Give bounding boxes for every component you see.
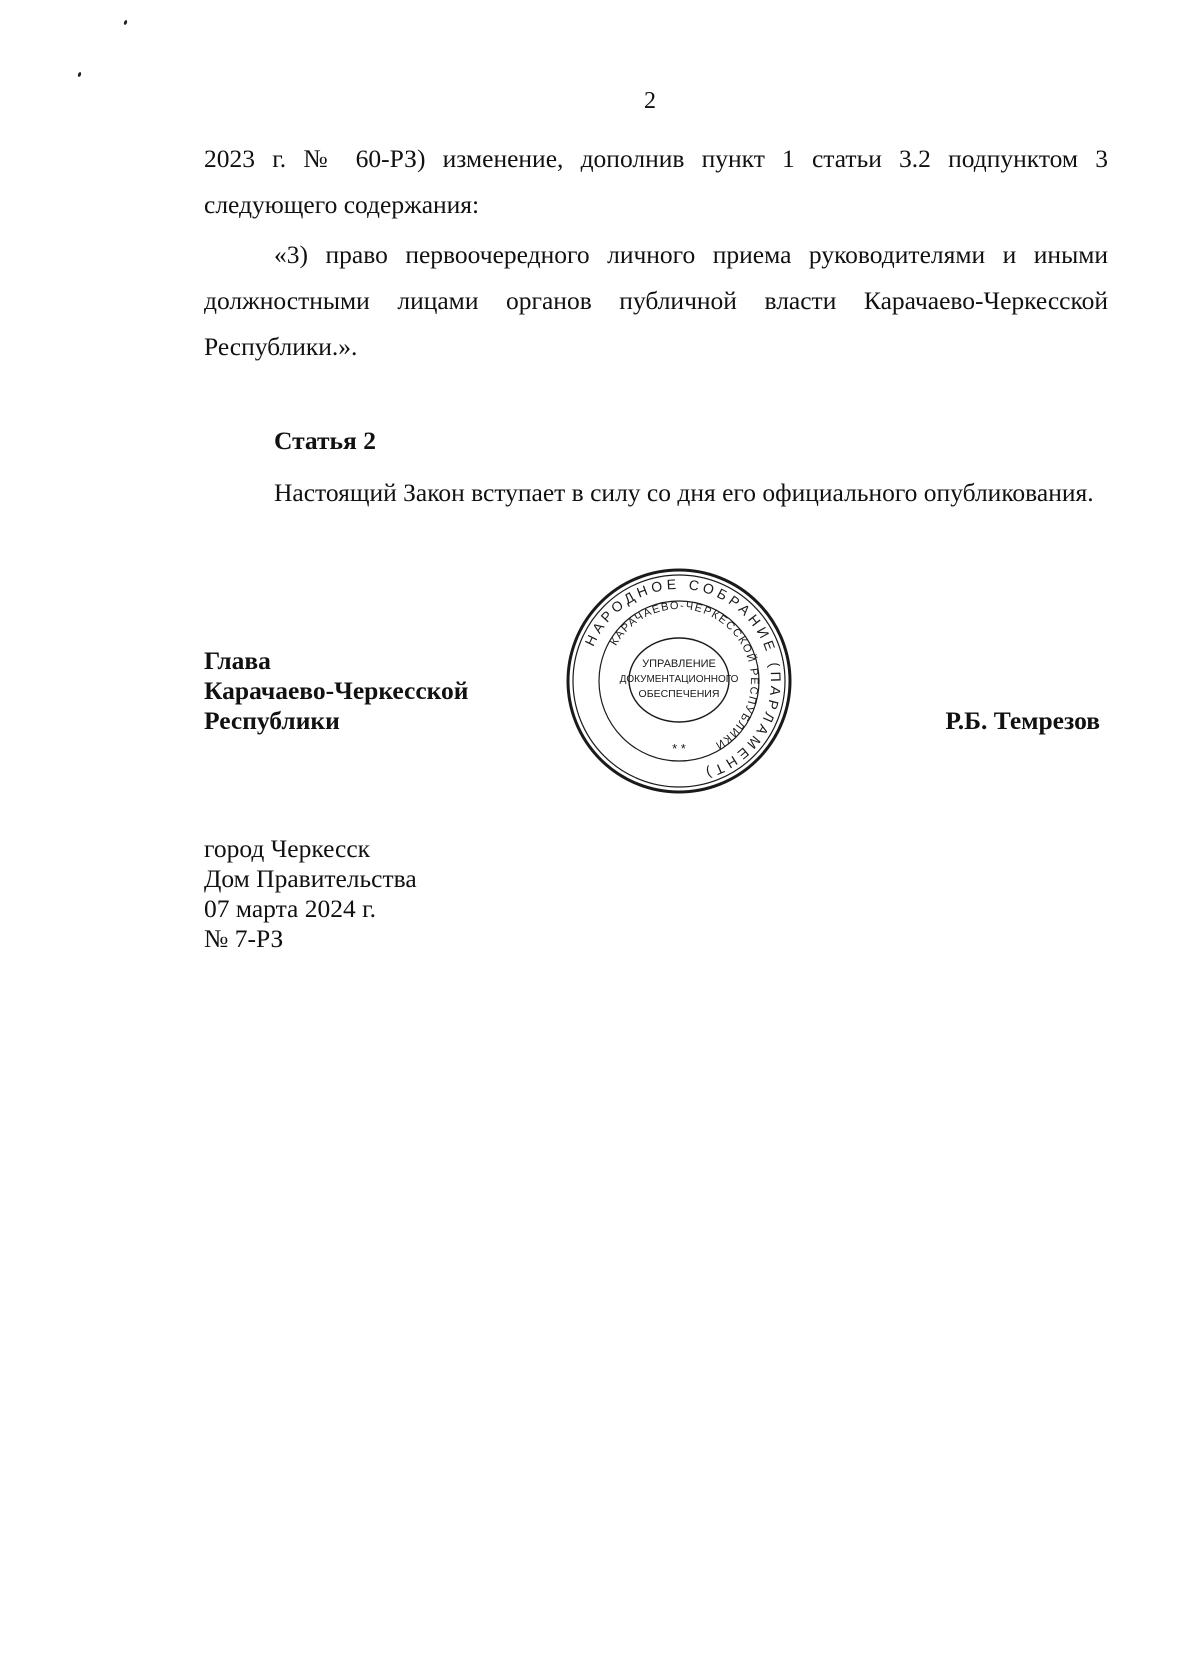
- building-line: Дом Правительства: [204, 864, 417, 893]
- seal-center-line: ОБЕСПЕЧЕНИЯ: [638, 688, 720, 700]
- law-number-line: № 7-РЗ: [204, 924, 284, 953]
- scan-speck: [77, 72, 82, 78]
- signatory-title-line: Карачаево-Черкесской: [204, 676, 469, 705]
- place-and-date: [204, 834, 417, 954]
- seal-outer-text: НАРОДНОЕ СОБРАНИЕ (ПАРЛАМЕНТ): [581, 575, 785, 783]
- article-heading: Статья 2: [274, 426, 376, 455]
- page-number: 2: [644, 88, 656, 114]
- scan-speck: [123, 20, 128, 26]
- seal-stars: * *: [672, 741, 686, 756]
- paragraph-entry-into-force: [204, 470, 1108, 516]
- official-seal: [566, 568, 792, 794]
- signatory-title: [204, 646, 468, 736]
- city-line: город Черкесск: [204, 834, 371, 863]
- paragraph-text: Настоящий Закон вступает в силу со дня его официального опубликования.: [274, 478, 1094, 507]
- seal-inner-text: КАРАЧАЕВО-ЧЕРКЕССКОЙ РЕСПУБЛИКИ: [608, 599, 761, 752]
- signatory-title-line: Глава: [204, 646, 271, 675]
- paragraph-subpoint: [204, 232, 1108, 370]
- seal-center-line: ДОКУМЕНТАЦИОННОГО: [619, 674, 739, 685]
- seal-center-line: УПРАВЛЕНИЕ: [642, 658, 716, 670]
- paragraph-text: 2023 г. № 60-РЗ) изменение, дополнив пункт 1 статьи 3.2 подпунктом 3 следующего содержания:: [204, 144, 1108, 219]
- signatory-title-line: Республики: [204, 706, 340, 735]
- date-line: 07 марта 2024 г.: [204, 894, 377, 923]
- signer-name: Р.Б. Темрезов: [945, 706, 1100, 735]
- paragraph-text: «3) право первоочередного личного приема руководителями и иными должностными лицами органов публичной власти Карачаево-Черкесской Республики.».: [204, 240, 1108, 361]
- paragraph-amendment: [204, 136, 1108, 228]
